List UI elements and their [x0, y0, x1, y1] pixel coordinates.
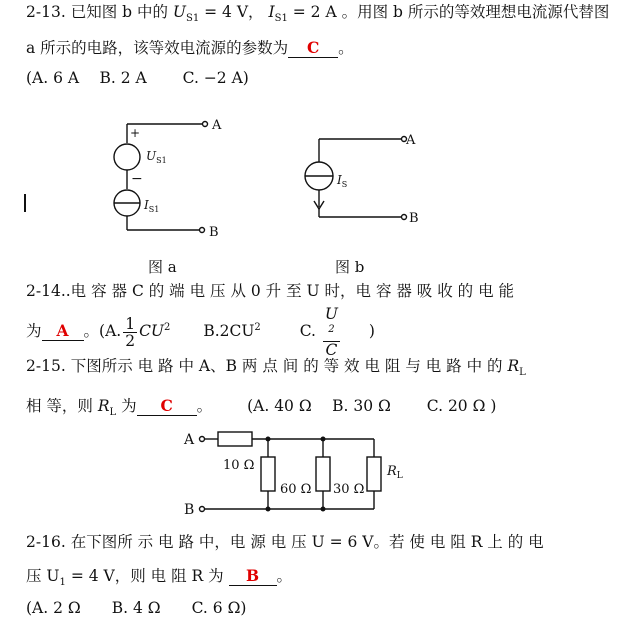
fig-c-resistor-rl	[367, 457, 381, 491]
q13-number: 2-13.	[26, 3, 66, 21]
q14-close: )	[368, 322, 375, 341]
q13-us-symbol: U	[172, 3, 186, 21]
q14-opt-a-den: 2	[125, 331, 136, 350]
q15-line2-rl-sub: L	[109, 407, 117, 419]
q16-line2-end: 。	[276, 567, 293, 585]
q14-after-answer: 。(A.	[83, 322, 122, 341]
fig-c-terminal-b-label: B	[184, 502, 195, 518]
figure-a	[114, 122, 208, 233]
fig-b-terminal-b-label: B	[409, 211, 419, 226]
q16-line1	[26, 532, 544, 552]
q16-line2-sub: 1	[59, 577, 66, 589]
q13-line2-text: a 所示的电路，该等效电流源的参数为	[26, 39, 289, 57]
q14-opt-a-fraction	[123, 316, 137, 349]
fig-c-resistor-10	[218, 432, 252, 446]
q16-options: (A. 2 Ω B. 4 Ω C. 6 Ω)	[26, 599, 247, 617]
q13-text: 已知图 b 中的	[70, 3, 168, 21]
fig-b-is-letter: I	[337, 173, 342, 187]
q14-opt-c-den: C	[325, 341, 338, 360]
fig-c-terminal-a-label: A	[184, 432, 195, 448]
q13-is-sub: S1	[274, 13, 288, 25]
q13-line2-end: 。	[338, 39, 354, 57]
q13-us-sub: S1	[185, 13, 200, 25]
q14-line2	[26, 306, 375, 358]
fig-a-is-label	[143, 198, 159, 214]
q14-text: .电 容 器 C 的 端 电 压 从 0 升 至 U 时，电 容 器 吸 收 的 电 能	[65, 282, 515, 300]
fig-a-terminal-a-label: A	[212, 118, 222, 133]
q14-opt-c-num: U	[324, 305, 338, 323]
q16-line2-a: 压 U	[26, 567, 60, 585]
fig-a-is-sub: S1	[148, 205, 160, 214]
fig-c-r1-label: 10 Ω	[223, 458, 255, 473]
fig-a-is-letter: I	[144, 198, 149, 212]
fig-a-terminal-b-label: B	[209, 225, 219, 240]
fig-c-node-1	[266, 437, 271, 442]
q15-answer-blank	[137, 397, 197, 416]
q14-opt-c-fraction	[323, 306, 340, 358]
q16-number: 2-16.	[26, 533, 66, 551]
fig-c-resistor-30	[316, 457, 330, 491]
fig-a-us-sub: S1	[156, 156, 167, 165]
q15-line2-end: 。	[196, 397, 213, 415]
fig-c-node-3	[266, 507, 271, 512]
q15-rl-sub: L	[519, 367, 526, 379]
q15-text: 下图所示 电 路 中 A、B 两 点 间 的 等 效 电 阻 与 电 路 中 的	[70, 357, 503, 375]
fig-c-terminal-b-dot	[200, 507, 205, 512]
fig-c-rl-label	[386, 464, 403, 481]
q14-answer-blank	[42, 322, 84, 341]
q15-line2-rl: R	[97, 397, 110, 415]
q16-answer-blank	[229, 567, 277, 586]
q13-line2	[26, 38, 354, 58]
fig-b-terminal-a-label: A	[406, 133, 416, 148]
fig-a-us-letter: U	[146, 149, 157, 163]
q15-line2-a: 相 等，则	[26, 397, 93, 415]
fig-b-is-label	[336, 173, 347, 189]
q14-number: 2-14.	[26, 282, 66, 300]
q15-line2	[26, 396, 496, 423]
fig-a-terminal-a-dot	[203, 122, 208, 127]
q14-opt-c-num-exp: 2	[328, 324, 335, 335]
q14-opt-b-exp: 2	[254, 321, 261, 333]
q14-opt-b: B.2CU	[203, 322, 255, 341]
fig-c-r2-label: 60 Ω	[280, 482, 312, 497]
q13-us-eq: = 4 V，	[204, 3, 264, 21]
fig-c-rl-letter: R	[387, 464, 397, 479]
circuit-figure-ab	[0, 105, 640, 275]
fig-c-r3-label: 30 Ω	[333, 482, 365, 497]
q14-opt-a-num: 1	[125, 314, 136, 333]
q14-opt-c-num-wrap	[323, 306, 340, 342]
q13-answer: C	[307, 38, 320, 57]
figure-b	[305, 137, 407, 220]
text-cursor	[24, 194, 26, 212]
q15-rl: R	[507, 357, 520, 375]
fig-c-resistor-60	[261, 457, 275, 491]
q13-is-symbol: I	[268, 3, 275, 21]
q14-line1	[26, 281, 514, 301]
fig-a-caption: 图 a	[148, 258, 177, 276]
fig-a-minus: −	[131, 171, 143, 187]
q15-answer: C	[160, 396, 173, 415]
fig-a-us-label	[146, 149, 167, 165]
q13-answer-blank	[288, 39, 338, 58]
q15-line2-b: 为	[121, 397, 137, 415]
fig-c-node-2	[321, 437, 326, 442]
q14-opt-c: C.	[299, 322, 316, 341]
q14-prefix: 为	[26, 322, 42, 341]
fig-a-plus: +	[130, 126, 141, 140]
fig-b-is-sub: S	[341, 180, 348, 189]
q16-answer: B	[245, 566, 260, 585]
q13-line1	[26, 2, 609, 29]
q13-is-eq: = 2 A 。用图 b 所示的等效理想电流源代替图	[292, 3, 610, 21]
fig-c-terminal-a-dot	[200, 437, 205, 442]
fig-b-terminal-b-dot	[402, 215, 407, 220]
fig-c-rl-sub: L	[396, 471, 403, 481]
q16-line2	[26, 566, 292, 593]
q14-opt-a-tail: CU	[139, 322, 164, 341]
fig-a-voltage-source	[114, 144, 140, 170]
fig-b-caption: 图 b	[335, 258, 365, 276]
fig-a-terminal-b-dot	[200, 228, 205, 233]
fig-c-node-4	[321, 507, 326, 512]
q16-text: 在下图所 示 电 路 中，电 源 电 压 U = 6 V。若 使 电 阻 R 上 的 电	[70, 533, 544, 551]
q15-number: 2-15.	[26, 357, 66, 375]
q14-answer: A	[56, 321, 69, 341]
q13-options: (A. 6 A B. 2 A C. −2 A)	[26, 69, 249, 87]
q15-options: (A. 40 Ω B. 30 Ω C. 20 Ω )	[247, 397, 497, 415]
circuit-figure-c	[0, 425, 640, 525]
q14-opt-a-exp: 2	[164, 321, 171, 333]
q16-line2-b: = 4 V，则 电 阻 R 为	[70, 567, 224, 585]
q15-line1	[26, 356, 526, 383]
